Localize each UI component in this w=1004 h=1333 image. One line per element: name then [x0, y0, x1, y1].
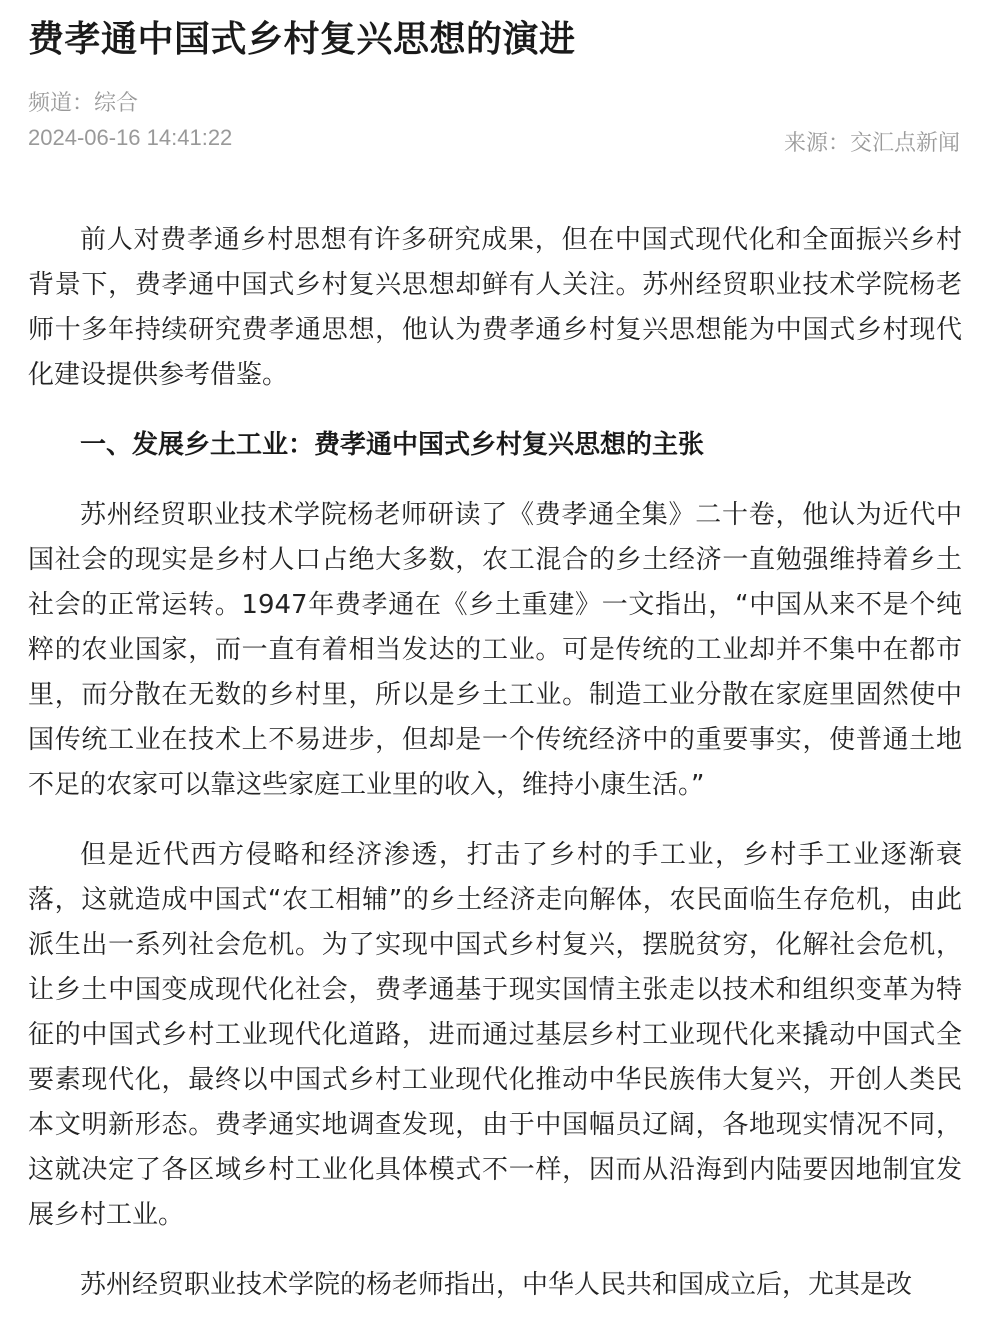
- article-body: [28, 218, 962, 1308]
- paragraph: 苏州经贸职业技术学院杨老师研读了《费孝通全集》二十卷，他认为近代中国社会的现实是乡村人口占绝大多数，农工混合的乡土经济一直勉强维持着乡土社会的正常运转。1947年费孝通在《乡土重建》一文指出，“中国从来不是个纯粹的农业国家，而一直有着相当发达的工业。可是传统的工业却并不集中在都市里，而分散在无数的乡村里，所以是乡土工业。制造工业分散在家庭里固然使中国传统工业在技术上不易进步，但却是一个传统经济中的重要事实，使普通土地不足的农家可以靠这些家庭工业里的收入，维持小康生活。”: [28, 500, 962, 800]
- paragraph: 苏州经贸职业技术学院的杨老师指出，中华人民共和国成立后，尤其是改: [80, 1270, 913, 1300]
- paragraph: 前人对费孝通乡村思想有许多研究成果，但在中国式现代化和全面振兴乡村背景下，费孝通中国式乡村复兴思想却鲜有人关注。苏州经贸职业技术学院杨老师十多年持续研究费孝通思想，他认为费孝通乡村复兴思想能为中国式乡村现代化建设提供参考借鉴。: [28, 225, 962, 390]
- article-title: 费孝通中国式乡村复兴思想的演进: [28, 19, 576, 60]
- section-heading: 一、发展乡土工业：费孝通中国式乡村复兴思想的主张: [80, 430, 705, 460]
- article: [28, 0, 962, 1333]
- channel-label: 频道：综合: [28, 91, 139, 116]
- publish-time: 2024-06-16 14:41:22: [28, 125, 233, 150]
- source-label: 来源：交汇点新闻: [783, 131, 960, 156]
- article-meta: [28, 88, 962, 170]
- paragraph: 但是近代西方侵略和经济渗透，打击了乡村的手工业，乡村手工业逐渐衰落，这就造成中国式“农工相辅”的乡土经济走向解体，农民面临生存危机，由此派生出一系列社会危机。为了实现中国式乡村复兴，摆脱贫穷，化解社会危机，让乡土中国变成现代化社会，费孝通基于现实国情主张走以技术和组织变革为特征的中国式乡村工业现代化道路，进而通过基层乡村工业现代化来撬动中国式全要素现代化，最终以中国式乡村工业现代化推动中华民族伟大复兴，开创人类民本文明新形态。费孝通实地调查发现，由于中国幅员辽阔，各地现实情况不同，这就决定了各区域乡村工业化具体模式不一样，因而从沿海到内陆要因地制宜发展乡村工业。: [28, 840, 962, 1230]
